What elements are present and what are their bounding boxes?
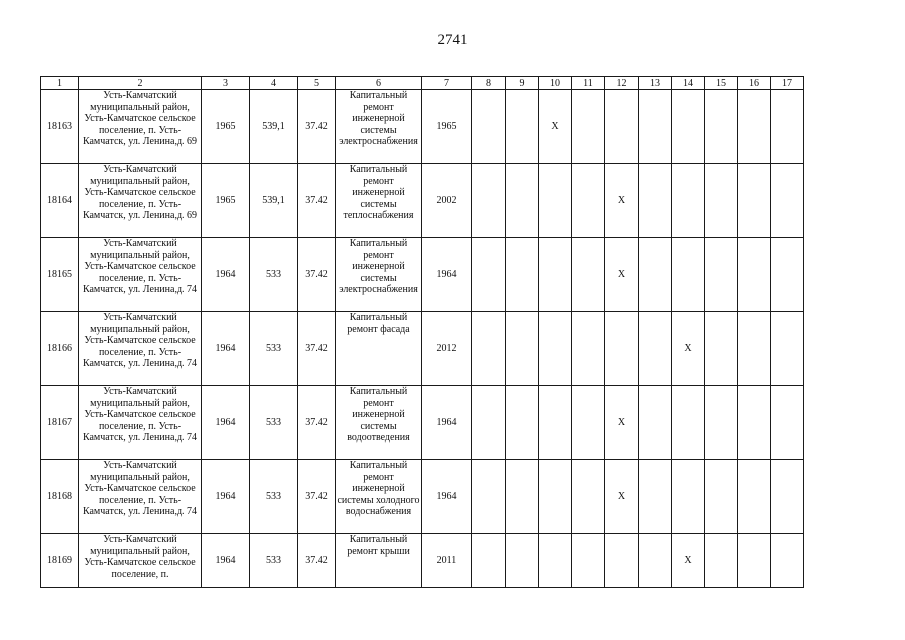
mark-cell-col-12: X xyxy=(605,460,639,534)
mark-cell-col-15 xyxy=(705,312,738,386)
mark-cell-col-8 xyxy=(472,164,506,238)
column-header-17: 17 xyxy=(771,77,804,90)
work-type-cell: Капитальный ремонт инженерной системы холодного водоснабжения xyxy=(336,460,422,534)
mark-cell-col-14 xyxy=(672,460,705,534)
mark-cell-col-9 xyxy=(506,90,539,164)
mark-cell-col-13 xyxy=(639,312,672,386)
year-built-cell: 1964 xyxy=(202,460,250,534)
mark-cell-col-14 xyxy=(672,238,705,312)
table-body xyxy=(41,90,804,588)
table-row xyxy=(41,90,804,164)
year-built-cell: 1965 xyxy=(202,90,250,164)
mark-cell-col-11 xyxy=(572,386,605,460)
year-built-cell: 1964 xyxy=(202,534,250,588)
year-cell: 1964 xyxy=(422,386,472,460)
header-row xyxy=(41,77,804,90)
mark-cell-col-10 xyxy=(539,238,572,312)
table-row xyxy=(41,386,804,460)
table-row xyxy=(41,164,804,238)
address-cell: Усть-Камчатский муниципальный район, Усть-Камчатское сельское поселение, п. Усть-Камчатск, ул. Ленина,д. 69 xyxy=(79,164,202,238)
code-cell: 37.42 xyxy=(298,238,336,312)
area-cell: 539,1 xyxy=(250,90,298,164)
year-cell: 1964 xyxy=(422,238,472,312)
area-cell: 533 xyxy=(250,312,298,386)
mark-cell-col-15 xyxy=(705,386,738,460)
mark-cell-col-14: X xyxy=(672,534,705,588)
mark-cell-col-15 xyxy=(705,460,738,534)
mark-cell-col-16 xyxy=(738,238,771,312)
column-header-15: 15 xyxy=(705,77,738,90)
mark-cell-col-11 xyxy=(572,90,605,164)
row-id: 18169 xyxy=(41,534,79,588)
year-built-cell: 1964 xyxy=(202,238,250,312)
column-header-4: 4 xyxy=(250,77,298,90)
column-header-1: 1 xyxy=(41,77,79,90)
mark-cell-col-8 xyxy=(472,312,506,386)
area-cell: 539,1 xyxy=(250,164,298,238)
year-cell: 2011 xyxy=(422,534,472,588)
mark-cell-col-16 xyxy=(738,534,771,588)
mark-cell-col-10 xyxy=(539,164,572,238)
address-cell: Усть-Камчатский муниципальный район, Усть-Камчатское сельское поселение, п. Усть-Камчатск, ул. Ленина,д. 74 xyxy=(79,460,202,534)
mark-cell-col-12: X xyxy=(605,386,639,460)
mark-cell-col-12: X xyxy=(605,238,639,312)
page-number: 2741 xyxy=(437,32,468,48)
column-header-7: 7 xyxy=(422,77,472,90)
mark-cell-col-8 xyxy=(472,386,506,460)
column-header-10: 10 xyxy=(539,77,572,90)
column-header-9: 9 xyxy=(506,77,539,90)
mark-cell-col-10 xyxy=(539,534,572,588)
address-cell: Усть-Камчатский муниципальный район, Усть-Камчатское сельское поселение, п. Усть-Камчатск, ул. Ленина,д. 74 xyxy=(79,312,202,386)
mark-cell-col-14: X xyxy=(672,312,705,386)
address-cell: Усть-Камчатский муниципальный район, Усть-Камчатское сельское поселение, п. Усть-Камчатск, ул. Ленина,д. 74 xyxy=(79,238,202,312)
year-cell: 1964 xyxy=(422,460,472,534)
mark-cell-col-17 xyxy=(771,164,804,238)
mark-cell-col-9 xyxy=(506,460,539,534)
mark-cell-col-12 xyxy=(605,534,639,588)
mark-cell-col-8 xyxy=(472,460,506,534)
mark-cell-col-13 xyxy=(639,238,672,312)
area-cell: 533 xyxy=(250,386,298,460)
mark-cell-col-12 xyxy=(605,312,639,386)
code-cell: 37.42 xyxy=(298,90,336,164)
capital-repair-table xyxy=(40,76,804,588)
mark-cell-col-8 xyxy=(472,90,506,164)
mark-cell-col-16 xyxy=(738,90,771,164)
column-header-8: 8 xyxy=(472,77,506,90)
mark-cell-col-13 xyxy=(639,534,672,588)
mark-cell-col-15 xyxy=(705,238,738,312)
column-header-12: 12 xyxy=(605,77,639,90)
mark-cell-col-13 xyxy=(639,386,672,460)
row-id: 18166 xyxy=(41,312,79,386)
row-id: 18165 xyxy=(41,238,79,312)
mark-cell-col-10 xyxy=(539,386,572,460)
mark-cell-col-16 xyxy=(738,460,771,534)
mark-cell-col-14 xyxy=(672,164,705,238)
table-row xyxy=(41,238,804,312)
code-cell: 37.42 xyxy=(298,386,336,460)
mark-cell-col-11 xyxy=(572,238,605,312)
work-type-cell: Капитальный ремонт фасада xyxy=(336,312,422,386)
address-cell: Усть-Камчатский муниципальный район, Усть-Камчатское сельское поселение, п. Усть-Камчатск, ул. Ленина,д. 69 xyxy=(79,90,202,164)
mark-cell-col-14 xyxy=(672,386,705,460)
table-row xyxy=(41,460,804,534)
year-cell: 1965 xyxy=(422,90,472,164)
mark-cell-col-16 xyxy=(738,164,771,238)
mark-cell-col-17 xyxy=(771,238,804,312)
mark-cell-col-13 xyxy=(639,460,672,534)
address-cell: Усть-Камчатский муниципальный район, Усть-Камчатское сельское поселение, п. xyxy=(79,534,202,588)
mark-cell-col-11 xyxy=(572,312,605,386)
area-cell: 533 xyxy=(250,238,298,312)
year-cell: 2012 xyxy=(422,312,472,386)
code-cell: 37.42 xyxy=(298,312,336,386)
mark-cell-col-11 xyxy=(572,534,605,588)
table-header xyxy=(41,77,804,90)
code-cell: 37.42 xyxy=(298,534,336,588)
mark-cell-col-17 xyxy=(771,460,804,534)
column-header-14: 14 xyxy=(672,77,705,90)
mark-cell-col-9 xyxy=(506,312,539,386)
code-cell: 37.42 xyxy=(298,460,336,534)
row-id: 18168 xyxy=(41,460,79,534)
row-id: 18163 xyxy=(41,90,79,164)
mark-cell-col-11 xyxy=(572,164,605,238)
year-built-cell: 1964 xyxy=(202,312,250,386)
mark-cell-col-13 xyxy=(639,90,672,164)
area-cell: 533 xyxy=(250,460,298,534)
mark-cell-col-11 xyxy=(572,460,605,534)
mark-cell-col-10: X xyxy=(539,90,572,164)
work-type-cell: Капитальный ремонт инженерной системы водоотведения xyxy=(336,386,422,460)
mark-cell-col-12 xyxy=(605,90,639,164)
column-header-6: 6 xyxy=(336,77,422,90)
code-cell: 37.42 xyxy=(298,164,336,238)
mark-cell-col-16 xyxy=(738,312,771,386)
mark-cell-col-15 xyxy=(705,90,738,164)
work-type-cell: Капитальный ремонт инженерной системы электроснабжения xyxy=(336,90,422,164)
column-header-13: 13 xyxy=(639,77,672,90)
year-built-cell: 1964 xyxy=(202,386,250,460)
work-type-cell: Капитальный ремонт инженерной системы электроснабжения xyxy=(336,238,422,312)
area-cell: 533 xyxy=(250,534,298,588)
mark-cell-col-15 xyxy=(705,164,738,238)
row-id: 18164 xyxy=(41,164,79,238)
mark-cell-col-17 xyxy=(771,312,804,386)
work-type-cell: Капитальный ремонт инженерной системы теплоснабжения xyxy=(336,164,422,238)
mark-cell-col-10 xyxy=(539,460,572,534)
table-row xyxy=(41,312,804,386)
row-id: 18167 xyxy=(41,386,79,460)
mark-cell-col-17 xyxy=(771,386,804,460)
mark-cell-col-10 xyxy=(539,312,572,386)
year-built-cell: 1965 xyxy=(202,164,250,238)
mark-cell-col-12: X xyxy=(605,164,639,238)
mark-cell-col-17 xyxy=(771,534,804,588)
mark-cell-col-17 xyxy=(771,90,804,164)
year-cell: 2002 xyxy=(422,164,472,238)
column-header-5: 5 xyxy=(298,77,336,90)
mark-cell-col-8 xyxy=(472,534,506,588)
mark-cell-col-14 xyxy=(672,90,705,164)
mark-cell-col-8 xyxy=(472,238,506,312)
column-header-16: 16 xyxy=(738,77,771,90)
mark-cell-col-9 xyxy=(506,386,539,460)
column-header-2: 2 xyxy=(79,77,202,90)
work-type-cell: Капитальный ремонт крыши xyxy=(336,534,422,588)
mark-cell-col-9 xyxy=(506,238,539,312)
address-cell: Усть-Камчатский муниципальный район, Усть-Камчатское сельское поселение, п. Усть-Камчатск, ул. Ленина,д. 74 xyxy=(79,386,202,460)
mark-cell-col-9 xyxy=(506,164,539,238)
mark-cell-col-16 xyxy=(738,386,771,460)
column-header-3: 3 xyxy=(202,77,250,90)
mark-cell-col-9 xyxy=(506,534,539,588)
column-header-11: 11 xyxy=(572,77,605,90)
mark-cell-col-13 xyxy=(639,164,672,238)
table-row xyxy=(41,534,804,588)
mark-cell-col-15 xyxy=(705,534,738,588)
